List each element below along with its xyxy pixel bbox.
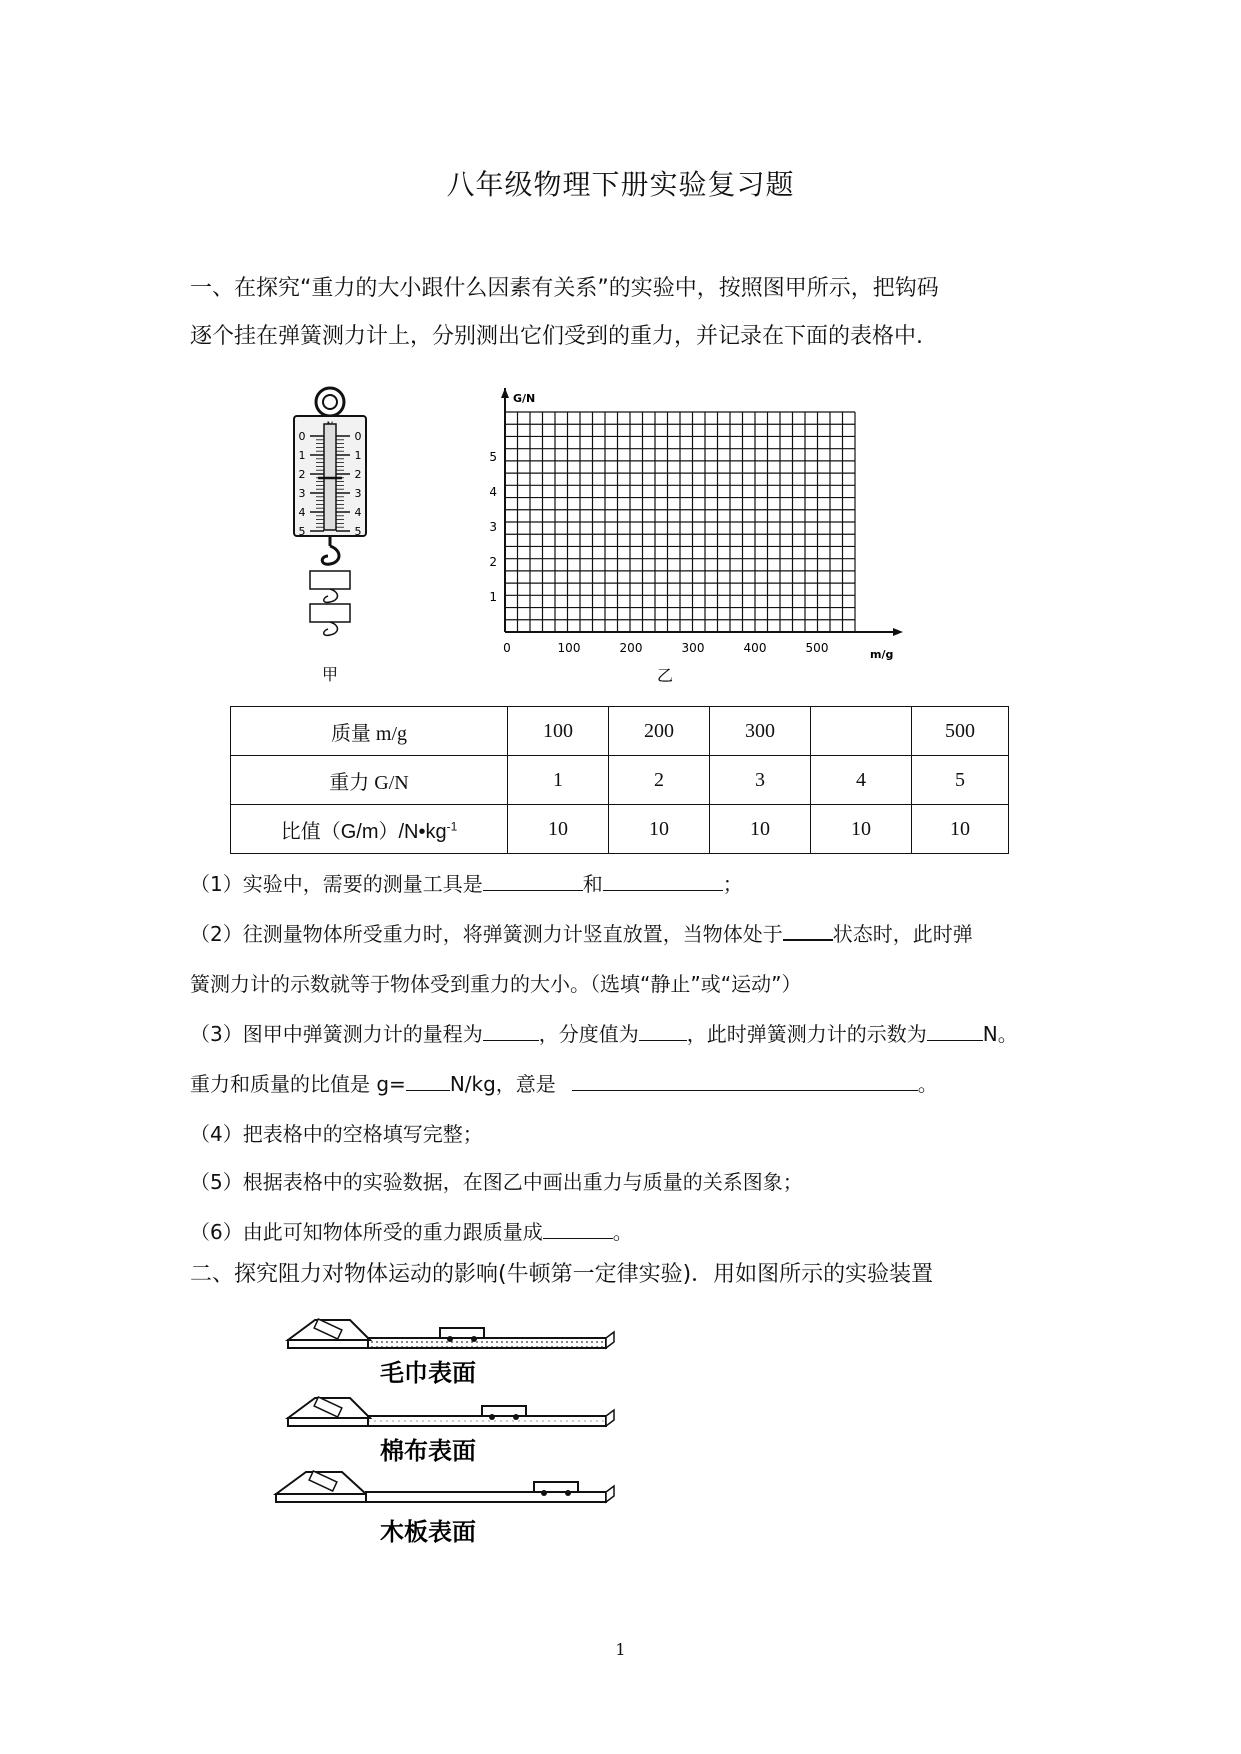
table-cell: 4	[811, 756, 912, 805]
table-cell: 300	[710, 707, 811, 756]
scale-label-left: 3	[298, 487, 306, 500]
scale-label-left: 0	[298, 430, 306, 443]
x-tick-label: 300	[681, 641, 705, 655]
table-cell: 5	[912, 756, 1009, 805]
page-number: 1	[615, 1640, 626, 1659]
page-title: 八年级物理下册实验复习题	[446, 168, 795, 201]
question-2-cont: 簧测力计的示数就等于物体受到重力的大小。（选填“静止”或“运动”）	[190, 972, 802, 996]
table-cell-blank	[811, 707, 912, 756]
inclined-plane-figures	[270, 1310, 630, 1560]
answer-blank	[483, 1020, 539, 1041]
table-cell: 10	[811, 805, 912, 854]
table-row	[231, 707, 1009, 756]
y-axis-label: G/N	[513, 392, 536, 405]
table-cell: 10	[912, 805, 1009, 854]
table-row	[231, 805, 1009, 854]
scale-label-right: 2	[354, 468, 362, 481]
x-axis-label: m/g	[870, 648, 894, 661]
table-cell: 10	[609, 805, 710, 854]
cotton-surface-setup	[288, 1397, 614, 1465]
spring-scale-figure	[280, 386, 380, 686]
table-cell: 500	[912, 707, 1009, 756]
answer-blank	[927, 1020, 983, 1041]
section-1-line-1: 一、在探究“重力的大小跟什么因素有关系”的实验中，按照图甲所示，把钩码	[190, 276, 939, 301]
weight-2	[310, 604, 350, 622]
row-header: 比值$(G/m)/N•kg^{-1}$	[231, 805, 508, 854]
x-tick-label: 500	[805, 641, 829, 655]
answer-blank	[783, 919, 833, 941]
grid-figure	[475, 388, 915, 688]
scale-label-left: 2	[298, 468, 306, 481]
table-cell: 100	[508, 707, 609, 756]
section-1-line-2: 逐个挂在弹簧测力计上，分别测出它们受到的重力，并记录在下面的表格中.	[190, 324, 923, 349]
question-3-cont: 重力和质量的比值是 g= N/kg，意是 。	[190, 1072, 938, 1096]
figure-jia-label: 甲	[321, 665, 339, 684]
y-tick-labels	[489, 450, 497, 604]
question-4: （4）把表格中的空格填写完整；	[190, 1122, 483, 1146]
scale-label-right: 4	[354, 506, 362, 519]
answer-blank	[639, 1020, 687, 1041]
y-tick-label: 5	[489, 450, 497, 464]
x-tick-label: 100	[557, 641, 581, 655]
y-axis-arrow	[501, 388, 509, 398]
scale-label-right: 1	[354, 449, 362, 462]
row-header: 质量 m/g	[231, 707, 508, 756]
surface-label: 毛巾表面	[380, 1359, 476, 1387]
answer-blank	[603, 870, 723, 891]
x-tick-label: 0	[503, 641, 511, 655]
scale-label-left: 1	[298, 449, 306, 462]
x-tick-label: 200	[619, 641, 643, 655]
question-3: （3）图甲中弹簧测力计的量程为 ，分度值为 ，此时弹簧测力计的示数为 N。	[190, 1022, 1018, 1046]
y-tick-label: 1	[489, 590, 497, 604]
y-tick-label: 3	[489, 520, 497, 534]
scale-label-right: 0	[354, 430, 362, 443]
y-tick-label: 4	[489, 485, 497, 499]
table-cell: 2	[609, 756, 710, 805]
x-tick-labels	[503, 641, 828, 655]
question-5: （5）根据表格中的实验数据，在图乙中画出重力与质量的关系图象；	[190, 1170, 803, 1194]
figure-yi-label: 乙	[656, 666, 674, 685]
surface-label: 棉布表面	[380, 1437, 476, 1465]
graph-grid	[505, 412, 855, 632]
scale-label-left: 5	[298, 525, 306, 538]
data-table	[230, 706, 1009, 854]
row-header: 重力 G/N	[231, 756, 508, 805]
y-tick-label: 2	[489, 555, 497, 569]
wood-surface-setup	[276, 1471, 614, 1546]
hook	[322, 536, 339, 564]
table-cell: 10	[710, 805, 811, 854]
weight-1	[310, 571, 350, 589]
x-tick-label: 400	[743, 641, 767, 655]
scale-label-left: 4	[298, 506, 306, 519]
answer-blank	[543, 1218, 613, 1239]
table-cell: 3	[710, 756, 811, 805]
question-2: （2）往测量物体所受重力时，将弹簧测力计竖直放置，当物体处于 状态时，此时弹	[190, 918, 973, 947]
table-cell: 1	[508, 756, 609, 805]
towel-surface-setup	[288, 1319, 614, 1387]
answer-blank	[406, 1070, 450, 1091]
question-6: （6）由此可知物体所受的重力跟质量成 。	[190, 1220, 633, 1244]
answer-blank	[483, 870, 583, 891]
scale-label-right: 3	[354, 487, 362, 500]
table-cell: 10	[508, 805, 609, 854]
table-cell: 200	[609, 707, 710, 756]
scale-label-right: 5	[354, 525, 362, 538]
answer-blank	[572, 1070, 918, 1091]
table-row	[231, 756, 1009, 805]
x-axis-arrow	[893, 628, 903, 636]
question-1: （1）实验中，需要的测量工具是 和 ；	[190, 872, 743, 896]
section-2-line-1: 二、探究阻力对物体运动的影响(牛顿第一定律实验)．用如图所示的实验装置	[190, 1262, 934, 1287]
surface-label: 木板表面	[380, 1518, 476, 1546]
